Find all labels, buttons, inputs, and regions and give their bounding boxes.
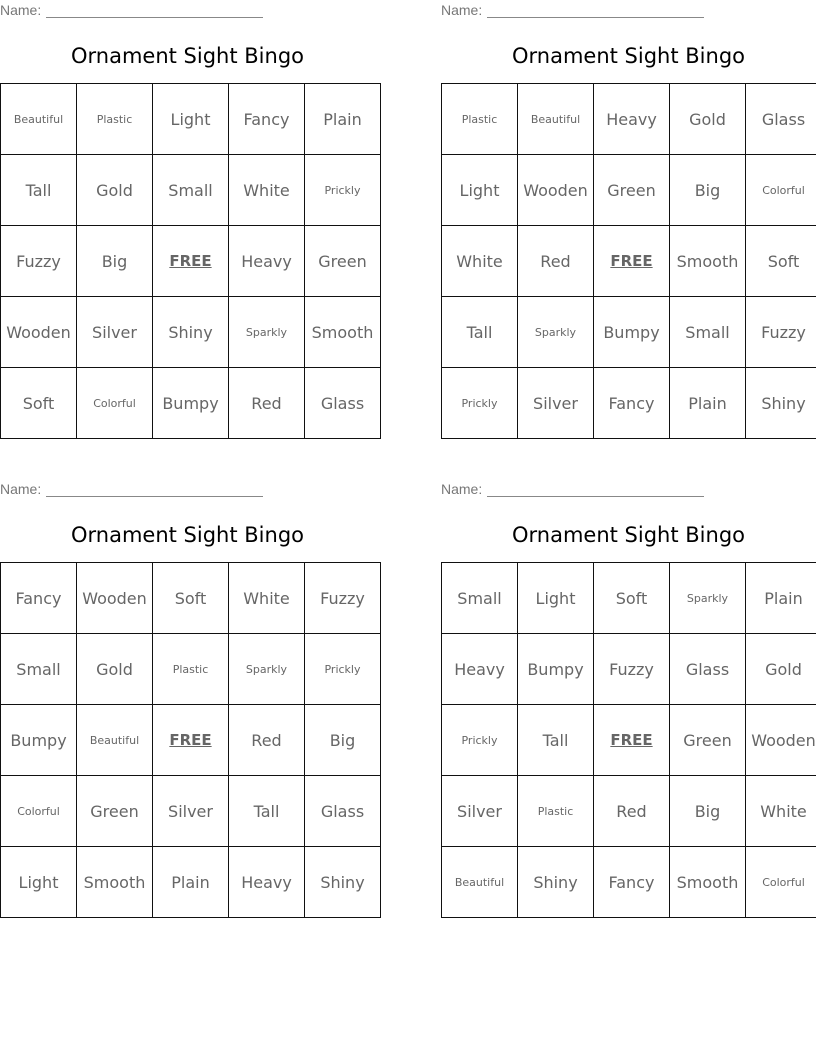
card-title: Ornament Sight Bingo [511,44,745,68]
bingo-cell: Silver [77,297,153,368]
bingo-cell: Plastic [442,84,518,155]
name-line [0,479,300,499]
bingo-cell: Gold [670,84,746,155]
bingo-cell: Tall [1,155,77,226]
bingo-cell: Gold [77,155,153,226]
bingo-cell: Glass [305,368,381,439]
bingo-cell: Prickly [442,705,518,776]
name-label: Name: [0,2,42,18]
card-title: Ornament Sight Bingo [70,44,304,68]
name-label: Name: [0,481,42,497]
bingo-row [442,776,816,847]
bingo-cell: Prickly [442,368,518,439]
bingo-cell: Plain [305,84,381,155]
bingo-cell: Fuzzy [305,563,381,634]
card-title: Ornament Sight Bingo [70,523,304,547]
bingo-cell: Shiny [305,847,381,918]
bingo-cell: Beautiful [77,705,153,776]
bingo-cell: Green [305,226,381,297]
bingo-cell: Fuzzy [1,226,77,297]
bingo-grid [0,83,381,439]
bingo-cell: Beautiful [1,84,77,155]
free-space: FREE [153,226,229,297]
bingo-cell: Green [77,776,153,847]
bingo-cell: Colorful [1,776,77,847]
name-line [441,0,741,20]
bingo-cell: Soft [153,563,229,634]
bingo-cell: Prickly [305,155,381,226]
bingo-cell: Plain [746,563,816,634]
bingo-cell: Red [594,776,670,847]
bingo-cell: Wooden [518,155,594,226]
bingo-row [1,368,381,439]
bingo-row [1,226,381,297]
bingo-row [1,705,381,776]
bingo-cell: Colorful [77,368,153,439]
bingo-cell: Bumpy [1,705,77,776]
bingo-cell: Wooden [746,705,816,776]
bingo-cell: Beautiful [518,84,594,155]
bingo-cell: Wooden [77,563,153,634]
bingo-cell: Plain [153,847,229,918]
bingo-cell: Gold [746,634,816,705]
bingo-cell: Glass [670,634,746,705]
bingo-cell: Silver [442,776,518,847]
bingo-cell: Sparkly [518,297,594,368]
bingo-cell: Red [229,705,305,776]
bingo-cell: Light [442,155,518,226]
bingo-cell: Glass [305,776,381,847]
bingo-cell: Sparkly [229,634,305,705]
bingo-cell: Silver [153,776,229,847]
free-space: FREE [594,705,670,776]
name-label: Name: [441,2,483,18]
bingo-cell: Soft [746,226,816,297]
bingo-cell: Tall [442,297,518,368]
bingo-cell: Shiny [518,847,594,918]
bingo-cell: Big [670,155,746,226]
name-underline [46,17,263,18]
bingo-cell: Big [670,776,746,847]
bingo-cell: Colorful [746,847,816,918]
bingo-cell: Prickly [305,634,381,705]
name-underline [487,496,704,497]
bingo-cell: Big [77,226,153,297]
bingo-cell: Sparkly [229,297,305,368]
bingo-cell: Smooth [77,847,153,918]
bingo-row [442,705,816,776]
bingo-grid [0,562,381,918]
bingo-cell: Light [518,563,594,634]
bingo-cell: Heavy [229,226,305,297]
bingo-cell: Tall [518,705,594,776]
bingo-row [1,776,381,847]
bingo-cell: Wooden [1,297,77,368]
bingo-cell: Light [153,84,229,155]
bingo-cell: Small [670,297,746,368]
bingo-row [442,563,816,634]
bingo-row [1,155,381,226]
bingo-cell: Fancy [594,368,670,439]
bingo-row [442,368,816,439]
bingo-cell: Shiny [153,297,229,368]
bingo-cell: Bumpy [594,297,670,368]
bingo-cell: White [746,776,816,847]
bingo-row [1,297,381,368]
bingo-cell: Glass [746,84,816,155]
bingo-cell: White [442,226,518,297]
bingo-cell: Plain [670,368,746,439]
name-line [0,0,300,20]
free-space: FREE [594,226,670,297]
bingo-row [442,226,816,297]
bingo-cell: Fancy [594,847,670,918]
bingo-grid [441,83,816,439]
bingo-cell: Green [670,705,746,776]
name-label: Name: [441,481,483,497]
bingo-cell: Soft [1,368,77,439]
name-underline [46,496,263,497]
bingo-cell: Big [305,705,381,776]
bingo-cell: Beautiful [442,847,518,918]
bingo-cell: Plastic [518,776,594,847]
bingo-cell: Fancy [229,84,305,155]
card-title: Ornament Sight Bingo [511,523,745,547]
bingo-cell: Smooth [305,297,381,368]
bingo-cell: Heavy [229,847,305,918]
bingo-cell: Fuzzy [594,634,670,705]
bingo-cell: Heavy [594,84,670,155]
bingo-cell: Smooth [670,847,746,918]
bingo-cell: Fancy [1,563,77,634]
bingo-row [1,563,381,634]
bingo-cell: Shiny [746,368,816,439]
bingo-cell: Red [229,368,305,439]
bingo-row [442,847,816,918]
free-space: FREE [153,705,229,776]
bingo-cell: Green [594,155,670,226]
name-line [441,479,741,499]
bingo-row [442,84,816,155]
bingo-cell: Fuzzy [746,297,816,368]
bingo-cell: Silver [518,368,594,439]
bingo-grid [441,562,816,918]
bingo-cell: Bumpy [518,634,594,705]
bingo-cell: Sparkly [670,563,746,634]
bingo-cell: Smooth [670,226,746,297]
bingo-cell: Small [153,155,229,226]
bingo-cell: Heavy [442,634,518,705]
bingo-cell: White [229,155,305,226]
bingo-cell: Gold [77,634,153,705]
bingo-row [1,634,381,705]
bingo-cell: Light [1,847,77,918]
bingo-row [1,847,381,918]
bingo-row [442,297,816,368]
bingo-row [1,84,381,155]
bingo-cell: Bumpy [153,368,229,439]
bingo-cell: Soft [594,563,670,634]
bingo-cell: Plastic [153,634,229,705]
bingo-cell: Red [518,226,594,297]
bingo-cell: Plastic [77,84,153,155]
bingo-row [442,634,816,705]
bingo-cell: Small [442,563,518,634]
name-underline [487,17,704,18]
bingo-row [442,155,816,226]
bingo-cell: Colorful [746,155,816,226]
bingo-cell: White [229,563,305,634]
bingo-cell: Tall [229,776,305,847]
bingo-cell: Small [1,634,77,705]
